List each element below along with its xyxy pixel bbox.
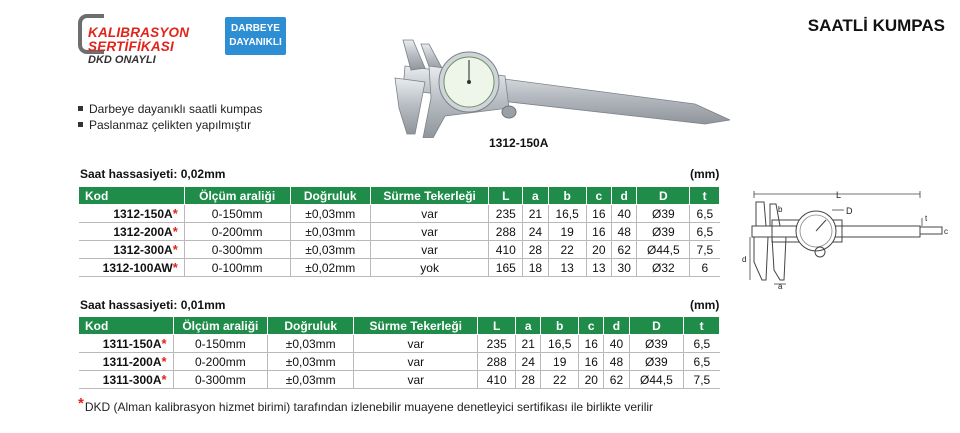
cell: 19	[541, 353, 579, 371]
cell: 16,5	[548, 205, 586, 223]
feature-list	[78, 101, 262, 133]
cell: 165	[489, 259, 523, 277]
cell: var	[354, 353, 478, 371]
cell: var	[370, 205, 488, 223]
table2-title: Saat hassasiyeti: 0,01mm	[80, 298, 226, 312]
cell: var	[370, 223, 488, 241]
cell: 22	[541, 371, 579, 389]
table-row	[79, 241, 720, 259]
header-D: D	[637, 187, 690, 205]
cell: 7,5	[684, 371, 720, 389]
cell: Ø32	[637, 259, 690, 277]
header-wheel: Sürme Tekerleği	[370, 187, 488, 205]
cell: 30	[612, 259, 637, 277]
header-accuracy: Doğruluk	[290, 187, 370, 205]
cell-kod: 1312-200A*	[79, 223, 185, 241]
cell: 40	[612, 205, 637, 223]
header-kod: Kod	[79, 317, 174, 335]
table1-title: Saat hassasiyeti: 0,02mm	[80, 167, 226, 181]
cell: 7,5	[690, 241, 720, 259]
cell: 21	[516, 335, 541, 353]
spec-table-002	[78, 186, 720, 277]
logo-line2: SERTİFİKASI	[88, 39, 174, 54]
cell: ±0,03mm	[290, 223, 370, 241]
header-d: d	[612, 187, 637, 205]
cell-kod: 1311-300A*	[79, 371, 174, 389]
label-b: b	[778, 205, 783, 214]
cell: 288	[489, 223, 523, 241]
label-L: L	[836, 190, 842, 200]
table-row	[79, 205, 720, 223]
table-row	[79, 223, 720, 241]
cell: 0-200mm	[184, 223, 290, 241]
cell: Ø39	[637, 223, 690, 241]
cell-kod: 1311-200A*	[79, 353, 174, 371]
spec-table-001	[78, 316, 720, 389]
cell: ±0,03mm	[268, 353, 354, 371]
header-b: b	[541, 317, 579, 335]
table-row	[79, 335, 720, 353]
cell: 6,5	[690, 205, 720, 223]
cell: 62	[612, 241, 637, 259]
cell: ±0,03mm	[268, 371, 354, 389]
feature-item	[78, 117, 262, 133]
cell: 6	[690, 259, 720, 277]
cell: 21	[523, 205, 548, 223]
cell: 28	[523, 241, 548, 259]
cell: 13	[586, 259, 611, 277]
header-kod: Kod	[79, 187, 185, 205]
label-c: c	[944, 227, 948, 236]
cell: 40	[604, 335, 629, 353]
cell: var	[354, 335, 478, 353]
table1-unit: (mm)	[690, 167, 720, 181]
feature-item	[78, 101, 262, 117]
dial-caliper-image	[385, 38, 730, 138]
header-accuracy: Doğruluk	[268, 317, 354, 335]
product-model-label: 1312-150A	[489, 136, 549, 150]
header-c: c	[579, 317, 604, 335]
cell: 0-300mm	[173, 371, 268, 389]
cell: 22	[548, 241, 586, 259]
calibration-certificate-logo	[78, 14, 213, 66]
cell: 20	[579, 371, 604, 389]
cell: Ø44,5	[629, 371, 684, 389]
cell: 48	[604, 353, 629, 371]
header-d: d	[604, 317, 629, 335]
cell: ±0,03mm	[268, 335, 354, 353]
cell: Ø39	[629, 335, 684, 353]
cell: 16	[579, 335, 604, 353]
cell: 28	[516, 371, 541, 389]
caliper-dimension-diagram	[740, 190, 950, 290]
logo-line1: KALIBRASYON	[88, 25, 190, 40]
cell: 48	[612, 223, 637, 241]
cell-kod: 1311-150A*	[79, 335, 174, 353]
table-row	[79, 353, 720, 371]
cell-kod: 1312-150A*	[79, 205, 185, 223]
page-title: SAATLİ KUMPAS	[807, 16, 945, 35]
cell: yok	[370, 259, 488, 277]
cell: Ø44,5	[637, 241, 690, 259]
cell: ±0,03mm	[290, 205, 370, 223]
cell: ±0,02mm	[290, 259, 370, 277]
cell: 24	[523, 223, 548, 241]
feature-text: Darbeye dayanıklı saatli kumpas	[89, 102, 263, 116]
shock-resistant-badge	[225, 17, 286, 55]
header-t: t	[684, 317, 720, 335]
cell: 16	[586, 223, 611, 241]
cell: 13	[548, 259, 586, 277]
cell: ±0,03mm	[290, 241, 370, 259]
header-D: D	[629, 317, 684, 335]
header-b: b	[548, 187, 586, 205]
header-t: t	[690, 187, 720, 205]
badge-line1: DARBEYE	[231, 23, 280, 34]
table-header-row	[79, 317, 720, 335]
cell: 16,5	[541, 335, 579, 353]
header-a: a	[523, 187, 548, 205]
cell: 18	[523, 259, 548, 277]
cell-kod: 1312-300A*	[79, 241, 185, 259]
cell: 0-100mm	[184, 259, 290, 277]
label-d: d	[742, 255, 747, 264]
header-a: a	[516, 317, 541, 335]
cell: 0-200mm	[173, 353, 268, 371]
cell: 0-150mm	[184, 205, 290, 223]
footnote	[78, 395, 654, 415]
bullet-icon	[78, 122, 83, 127]
cell: 24	[516, 353, 541, 371]
cell: 6,5	[684, 353, 720, 371]
cell: var	[370, 241, 488, 259]
table-row	[79, 371, 720, 389]
cell-kod: 1312-100AW*	[79, 259, 185, 277]
cell: Ø39	[637, 205, 690, 223]
footnote-text: DKD (Alman kalibrasyon hizmet birimi) tarafından izlenebilir muayene denetleyici sertifikası ile birlikte verilir	[84, 400, 654, 414]
header-c: c	[586, 187, 611, 205]
cell: 6,5	[690, 223, 720, 241]
label-t: t	[925, 214, 928, 223]
cell: 0-150mm	[173, 335, 268, 353]
label-D: D	[846, 206, 853, 216]
header-range: Ölçüm araliği	[173, 317, 268, 335]
cell: 16	[579, 353, 604, 371]
cell: Ø39	[629, 353, 684, 371]
cell: 19	[548, 223, 586, 241]
header-wheel: Sürme Tekerleği	[354, 317, 478, 335]
cell: 20	[586, 241, 611, 259]
footnote-star: *	[78, 395, 84, 412]
cell: 235	[489, 205, 523, 223]
cell: 62	[604, 371, 629, 389]
label-a: a	[778, 282, 783, 290]
table2-unit: (mm)	[690, 298, 720, 312]
cell: 0-300mm	[184, 241, 290, 259]
logo-frame-top	[90, 14, 104, 18]
cell: 288	[478, 353, 516, 371]
header-L: L	[489, 187, 523, 205]
table-header-row	[79, 187, 720, 205]
header-L: L	[478, 317, 516, 335]
feature-text: Paslanmaz çelikten yapılmıştır	[89, 118, 252, 132]
cell: 6,5	[684, 335, 720, 353]
cell: 410	[489, 241, 523, 259]
header-range: Ölçüm araliği	[184, 187, 290, 205]
cell: 235	[478, 335, 516, 353]
cell: var	[354, 371, 478, 389]
cell: 410	[478, 371, 516, 389]
table-row	[79, 259, 720, 277]
cell: 16	[586, 205, 611, 223]
bullet-icon	[78, 106, 83, 111]
logo-subtitle: DKD ONAYLI	[88, 54, 156, 66]
badge-line2: DAYANIKLI	[229, 37, 282, 48]
